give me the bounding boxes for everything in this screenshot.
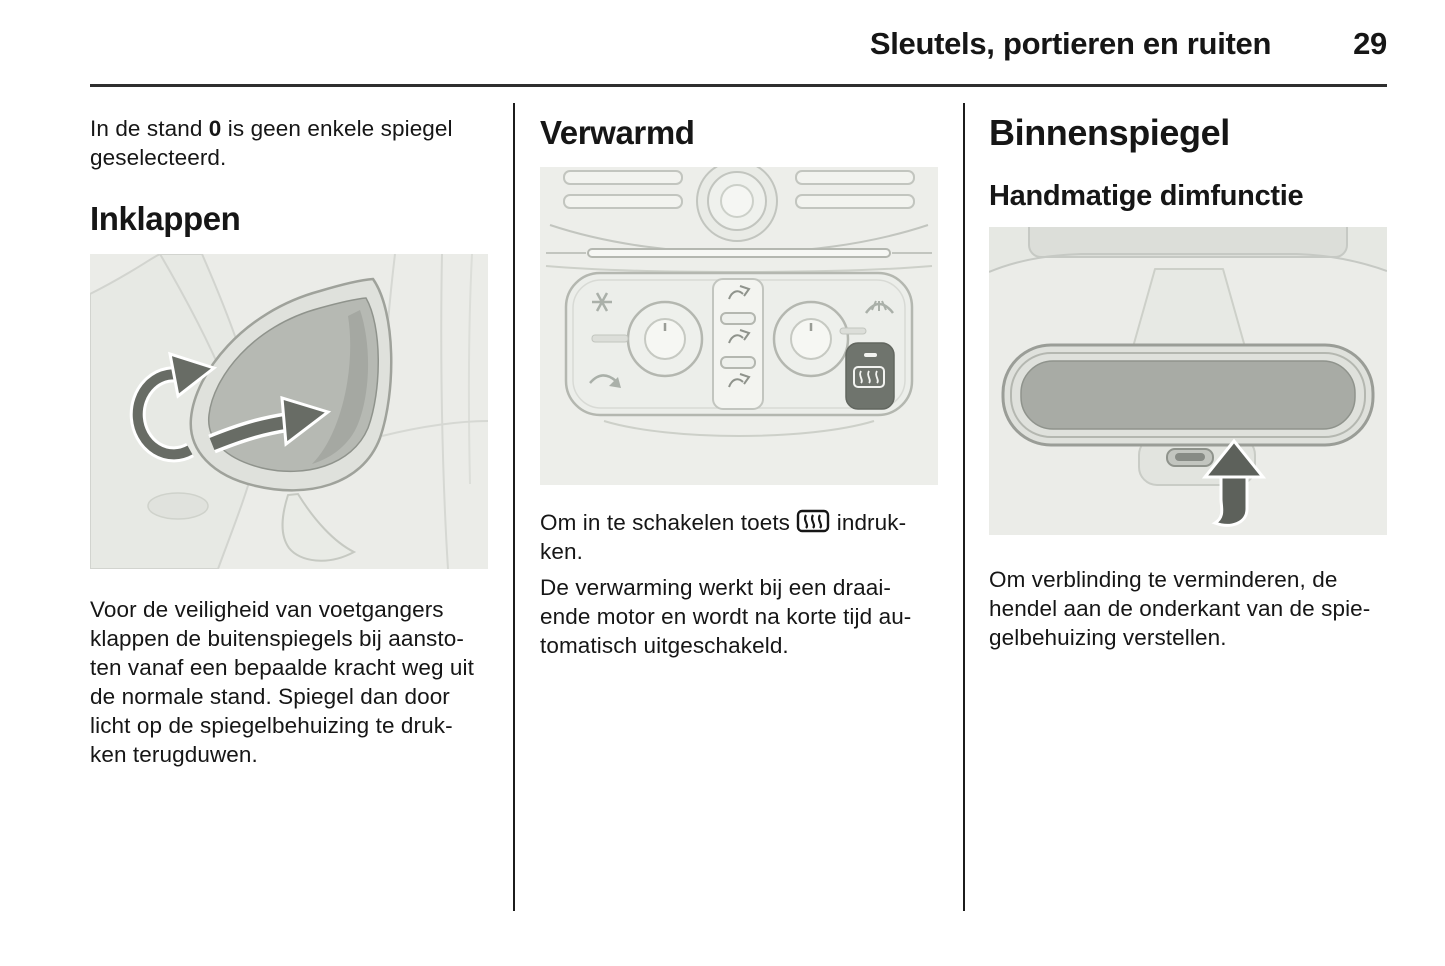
column-middle xyxy=(540,114,938,660)
interior-mirror-figure xyxy=(989,227,1387,535)
heading-verwarmd: Verwarmd xyxy=(540,114,695,151)
air-distribution-buttons xyxy=(713,279,763,409)
exterior-mirror-folding-figure xyxy=(90,254,488,569)
page-number: 29 xyxy=(1353,26,1387,61)
intro-post: is geen enkele spiegel geselecteerd. xyxy=(90,116,453,170)
intro-bold-zero: 0 xyxy=(208,116,222,141)
mirror-glass xyxy=(1021,361,1355,429)
left-body-paragraph: Voor de veiligheid van voetgangers klappen de buitenspiegels bij aansto- ten vanaf een bepaalde kracht weg uit de normale stand. Spiegel dan door licht op de spiegelbehuizing te druk- ken terugduwen. xyxy=(90,597,474,767)
heading-binnenspiegel: Binnenspiegel xyxy=(989,112,1230,153)
column-left xyxy=(90,114,488,769)
intro-paragraph xyxy=(90,114,488,172)
middle-paragraph-1 xyxy=(540,508,938,566)
heated-rear-window-button xyxy=(846,343,894,409)
column-right xyxy=(989,112,1387,652)
subheading-handmatige-dimfunctie: Handmatige dimfunctie xyxy=(989,180,1304,212)
climate-control-panel-figure xyxy=(540,167,938,485)
header-rule xyxy=(90,84,1387,87)
intro-pre: In de stand xyxy=(90,116,209,141)
column-separator-left xyxy=(513,103,515,911)
page-header xyxy=(90,26,1387,62)
heading-inklappen: Inklappen xyxy=(90,200,241,237)
heated-rear-window-icon xyxy=(796,509,830,533)
middle-paragraph-2: De verwarming werkt bij een draai- ende motor en wordt na korte tijd au- tomatisch uitgeschakeld. xyxy=(540,575,912,658)
right-body-paragraph: Om verblinding te verminderen, de hendel aan de onderkant van de spie- gelbehuizing verstellen. xyxy=(989,567,1371,650)
para1-pre: Om in te schakelen toets xyxy=(540,510,797,535)
climate-section xyxy=(566,273,912,436)
dimming-lever xyxy=(1167,449,1213,466)
para1-post: indruk- ken. xyxy=(540,510,907,564)
interior-mirror xyxy=(1003,345,1373,445)
cd-slot xyxy=(588,249,890,257)
column-separator-right xyxy=(963,103,965,911)
header-title: Sleutels, portieren en ruiten xyxy=(869,26,1272,61)
